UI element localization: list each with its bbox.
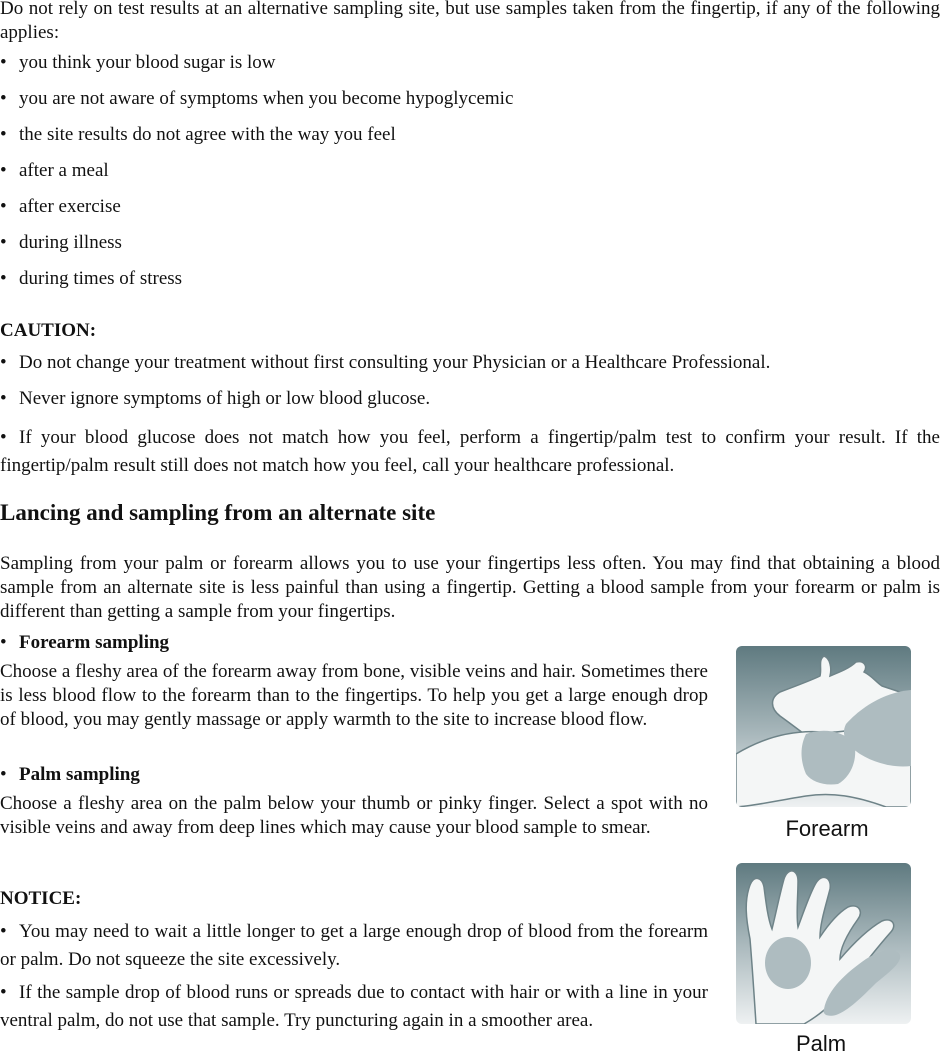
caution-item: • If your blood glucose does not match how you feel, perform a fingertip/palm test to confirm your result. If the fingertip/palm result still does not match how you feel, call your healthcare professional.: [0, 424, 940, 480]
section-heading: Lancing and sampling from an alternate site: [0, 500, 436, 525]
intro-paragraph: Do not rely on test results at an alternative sampling site, but use samples taken from the fingertip, if any of the following applies:: [0, 0, 940, 43]
forearm-text: Choose a fleshy area of the forearm away from bone, visible veins and hair. Sometimes there is less blood flow to the forearm than to the fingertips. To help you get a large enough drop of blood, you may gently massage or apply warmth to the site to increase blood flow.: [0, 661, 708, 730]
caution-item: • Never ignore symptoms of high or low blood glucose.: [0, 388, 431, 409]
bullet-dot: •: [0, 268, 7, 289]
bullet-dot: •: [0, 388, 7, 409]
section-intro: Sampling from your palm or forearm allows you to use your fingertips less often. You may find that obtaining a blood sample from an alternate site is less painful than using a fingertip. Getting a blood sample from your forearm or palm is different than getting a sample from your fingertips.: [0, 553, 940, 622]
bullet-dot: •: [0, 160, 7, 181]
caution-title: CAUTION:: [0, 320, 97, 341]
list-item: • after a meal: [0, 160, 109, 181]
forearm-illustration: [736, 646, 911, 807]
bullet-dot: •: [0, 632, 7, 653]
palm-caption: Palm: [795, 1031, 847, 1056]
bullet-dot: •: [0, 764, 7, 785]
bullet-dot: •: [0, 124, 7, 145]
bullet-dot: •: [0, 921, 7, 942]
list-item: • the site results do not agree with the way you feel: [0, 124, 396, 145]
palm-illustration: [736, 863, 911, 1024]
list-item: • during times of stress: [0, 268, 183, 289]
palm-title: • Palm sampling: [0, 764, 140, 785]
bullet-dot: •: [0, 982, 7, 1003]
notice-item: • You may need to wait a little longer to get a large enough drop of blood from the forearm or palm. Do not squeeze the site excessively.: [0, 918, 708, 974]
notice-item: • If the sample drop of blood runs or spreads due to contact with hair or with a line in your ventral palm, do not use that sample. Try puncturing again in a smoother area.: [0, 979, 708, 1035]
forearm-image: [736, 646, 911, 807]
notice-title: NOTICE:: [0, 888, 82, 909]
bullet-dot: •: [0, 88, 7, 109]
palm-image: [736, 863, 911, 1024]
list-item: • after exercise: [0, 196, 121, 217]
list-item: • you think your blood sugar is low: [0, 52, 276, 73]
bullet-dot: •: [0, 52, 7, 73]
bullet-dot: •: [0, 352, 7, 373]
bullet-dot: •: [0, 196, 7, 217]
forearm-caption: Forearm: [785, 816, 869, 841]
list-item: • you are not aware of symptoms when you become hypoglycemic: [0, 88, 514, 109]
bullet-dot: •: [0, 232, 7, 253]
palm-text: Choose a fleshy area on the palm below your thumb or pinky finger. Select a spot with no visible veins and away from deep lines which may cause your blood sample to smear.: [0, 793, 708, 838]
caution-item: • Do not change your treatment without first consulting your Physician or a Healthcare Professional.: [0, 352, 771, 373]
forearm-title: • Forearm sampling: [0, 632, 170, 653]
list-item: • during illness: [0, 232, 122, 253]
bullet-dot: •: [0, 427, 7, 448]
